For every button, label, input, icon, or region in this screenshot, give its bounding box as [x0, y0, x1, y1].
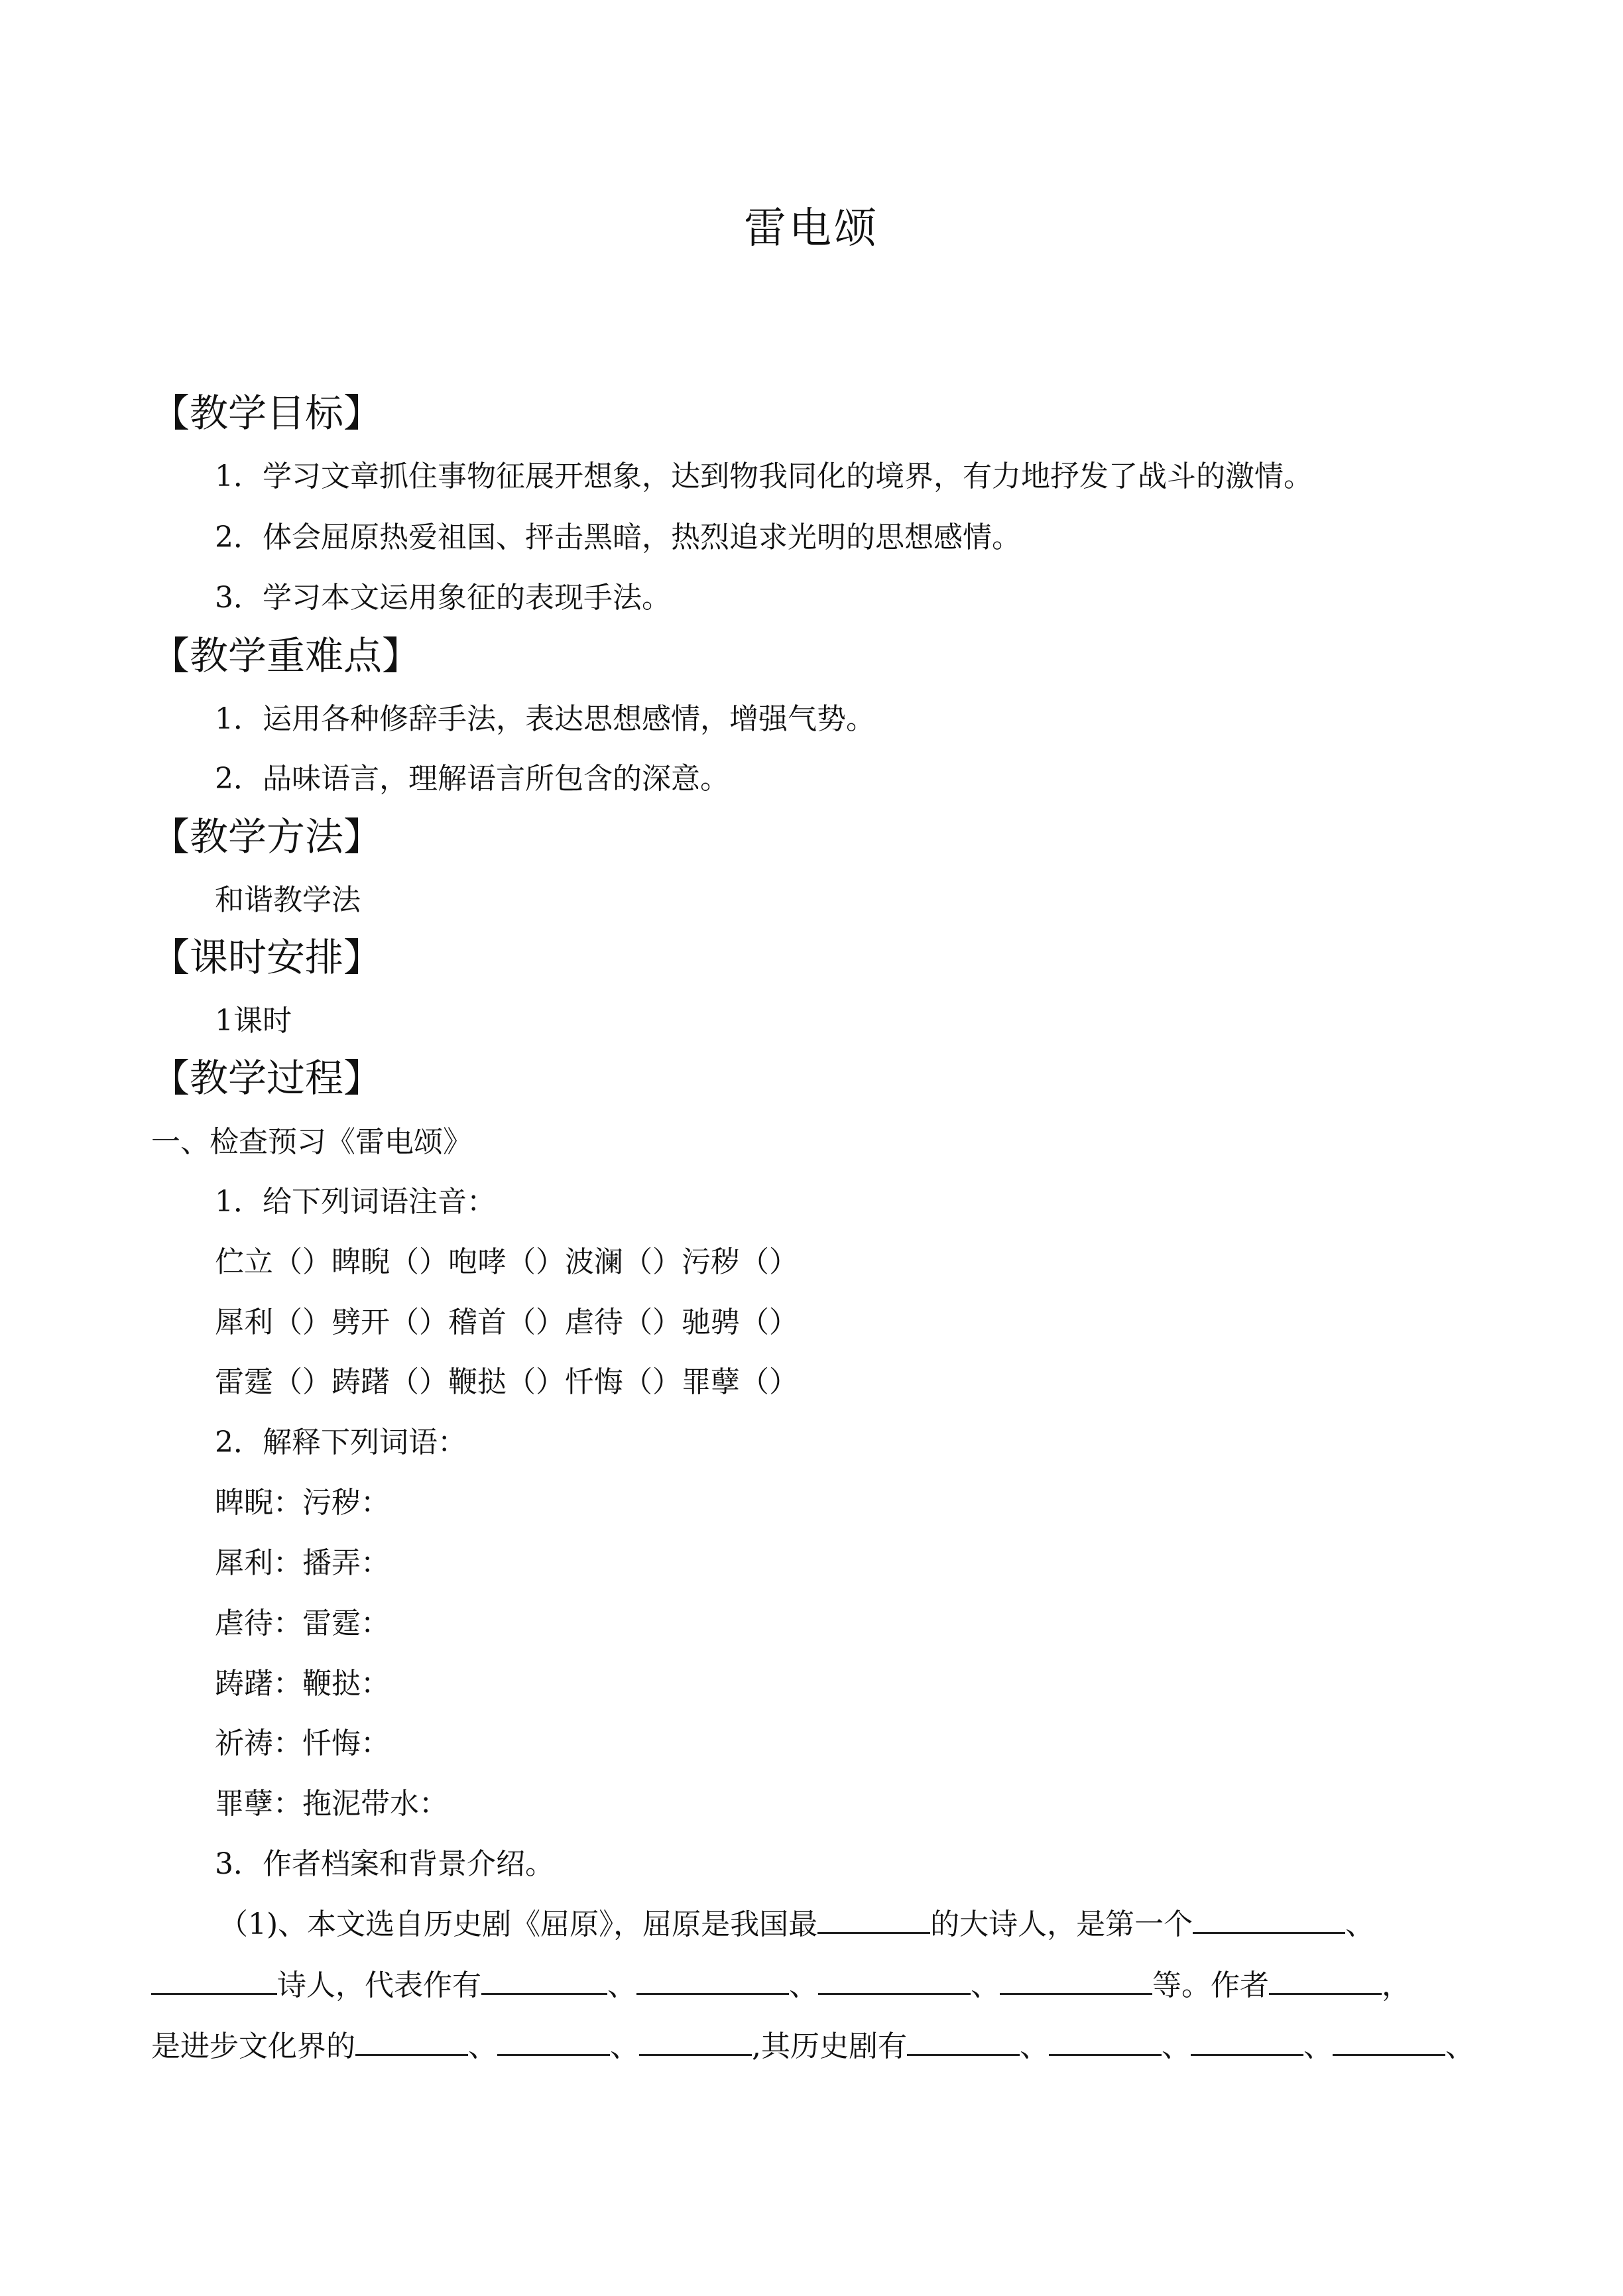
difficulty-item-1: 1．运用各种修辞手法，表达思想感情，增强气势。	[215, 702, 875, 736]
fill-blank[interactable]	[1049, 2027, 1162, 2056]
fill-blank[interactable]	[1333, 2027, 1445, 2056]
process-part-1: 一、检查预习《雷电颂》	[151, 1125, 472, 1159]
author-text-segment: 、	[610, 2029, 639, 2063]
fill-blank[interactable]	[1269, 1966, 1382, 1995]
fill-blank[interactable]	[636, 1966, 789, 1995]
fill-blank[interactable]	[907, 2027, 1020, 2056]
author-paragraph-line-2	[151, 1963, 1411, 2009]
fill-blank[interactable]	[1193, 1905, 1345, 1934]
goal-item-2: 2．体会屈原热爱祖国、抨击黑暗，热烈追求光明的思想感情。	[215, 520, 1021, 554]
pinyin-row-2: 犀利（）劈开（）稽首（）虐待（）驰骋（）	[215, 1305, 798, 1339]
word-row-4: 踌躇：鞭挞：	[215, 1667, 390, 1701]
heading-key-difficulties: 【教学重难点】	[151, 633, 421, 678]
heading-teaching-process: 【教学过程】	[151, 1056, 383, 1101]
fill-blank[interactable]	[639, 2027, 752, 2056]
difficulty-item-2: 2．品味语言，理解语言所包含的深意。	[215, 762, 729, 796]
pinyin-row-3: 雷霆（）踌躇（）鞭挞（）忏悔（）罪孽（）	[215, 1365, 798, 1399]
word-row-6: 罪孽：拖泥带水：	[215, 1787, 448, 1821]
fill-blank[interactable]	[497, 2027, 610, 2056]
author-text-segment: ,其历史剧有	[752, 2029, 907, 2063]
fill-blank[interactable]	[1191, 2027, 1303, 2056]
fill-blank[interactable]	[151, 1966, 277, 1995]
author-text-segment: 等。作者	[1152, 1968, 1269, 2002]
author-text-segment: 、	[1345, 1907, 1375, 1941]
author-text-segment: 诗人，代表作有	[277, 1968, 481, 2002]
fill-blank[interactable]	[817, 1905, 930, 1934]
fill-blank[interactable]	[481, 1966, 607, 1995]
word-row-2: 犀利：播弄：	[215, 1546, 390, 1580]
author-text-segment: 、	[1303, 2029, 1333, 2063]
author-text-segment: 、	[1162, 2029, 1191, 2063]
author-text-segment: 、	[468, 2029, 497, 2063]
author-text-segment: （1)、本文选自历史剧《屈原》，屈原是我国最	[219, 1907, 818, 1941]
method-text: 和谐教学法	[215, 883, 361, 917]
fill-blank[interactable]	[355, 2027, 468, 2056]
fill-blank[interactable]	[818, 1966, 971, 1995]
fill-blank[interactable]	[1000, 1966, 1152, 1995]
word-row-1: 睥睨：污秽：	[215, 1486, 390, 1520]
author-text-segment: 、	[789, 1968, 818, 2002]
heading-teaching-goals: 【教学目标】	[151, 391, 383, 436]
goal-item-1: 1．学习文章抓住事物征展开想象，达到物我同化的境界，有力地抒发了战斗的激情。	[215, 459, 1313, 493]
author-text-segment: ，	[1382, 1968, 1411, 2002]
author-paragraph-line-1	[219, 1902, 1374, 1948]
author-text-segment: 是进步文化界的	[151, 2029, 355, 2063]
goal-item-3: 3．学习本文运用象征的表现手法。	[215, 581, 671, 615]
author-text-segment: 、	[607, 1968, 636, 2002]
author-text-segment: 、	[1445, 2029, 1474, 2063]
document-title: 雷电颂	[744, 204, 879, 253]
heading-schedule: 【课时安排】	[151, 935, 383, 980]
question-1: 1．给下列词语注音：	[215, 1185, 496, 1219]
author-paragraph-line-3	[151, 2024, 1474, 2070]
word-row-5: 祈祷：忏悔：	[215, 1726, 390, 1760]
author-text-segment: 、	[1020, 2029, 1049, 2063]
schedule-text: 1课时	[215, 1004, 292, 1038]
question-3: 3．作者档案和背景介绍。	[215, 1847, 554, 1881]
author-text-segment: 的大诗人，是第一个	[930, 1907, 1193, 1941]
pinyin-row-1: 伫立（）睥睨（）咆哮（）波澜（）污秽（）	[215, 1245, 798, 1279]
word-row-3: 虐待：雷霆：	[215, 1606, 390, 1640]
question-2: 2．解释下列词语：	[215, 1425, 467, 1459]
heading-teaching-method: 【教学方法】	[151, 814, 383, 859]
author-text-segment: 、	[971, 1968, 1000, 2002]
